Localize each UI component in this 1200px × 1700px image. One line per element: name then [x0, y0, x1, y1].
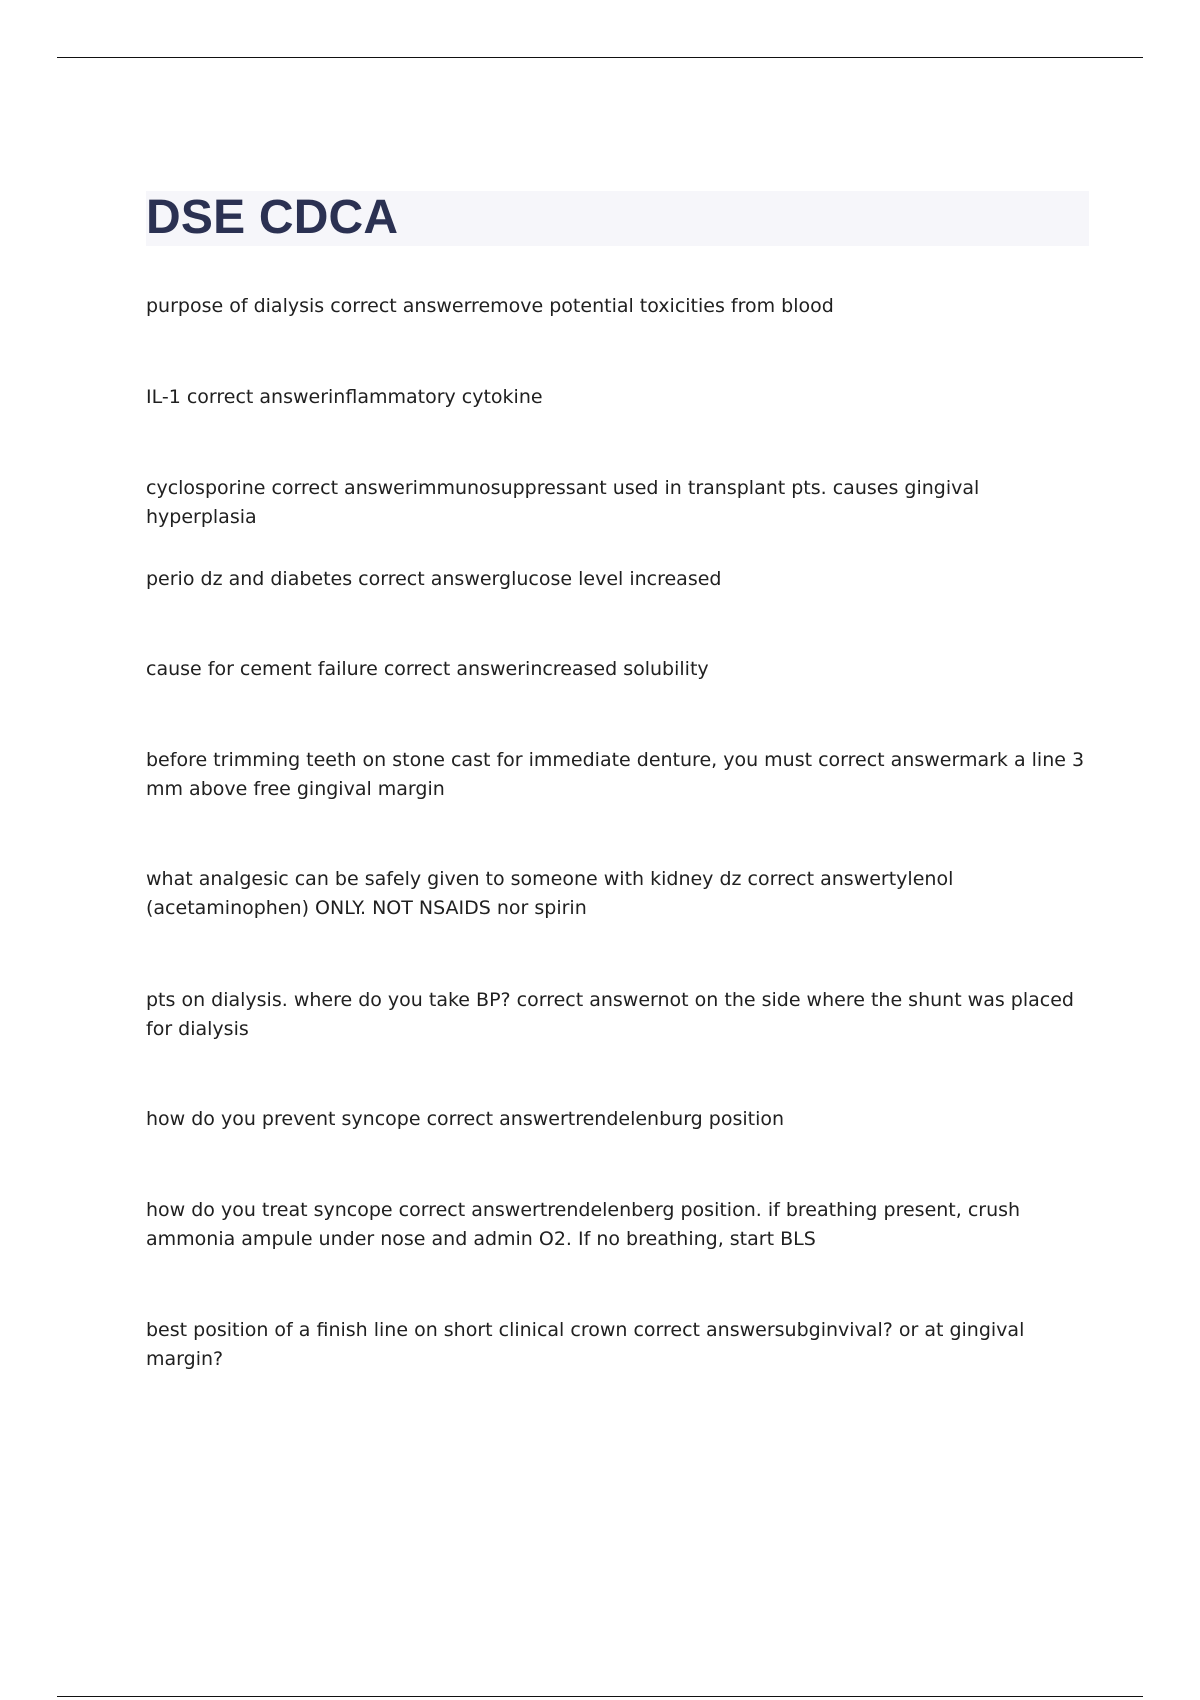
- flashcard-entry: IL-1 correct answerinflammatory cytokine: [146, 386, 543, 408]
- flashcard-entry: how do you treat syncope correct answertrendelenberg position. if breathing present, crush ammonia ampule under nose and admin O2. If no breathing, start BLS: [146, 1199, 1021, 1250]
- flashcard-entry: perio dz and diabetes correct answerglucose level increased: [146, 568, 722, 590]
- flashcard-entry: pts on dialysis. where do you take BP? correct answernot on the side where the shunt was placed for dialysis: [146, 989, 1074, 1040]
- flashcard-entry: before trimming teeth on stone cast for immediate denture, you must correct answermark a line 3 mm above free gingival margin: [146, 749, 1085, 800]
- document-title: DSE CDCA: [146, 191, 399, 244]
- flashcard-entry: purpose of dialysis correct answerremove potential toxicities from blood: [146, 295, 834, 317]
- flashcard-entry: cause for cement failure correct answerincreased solubility: [146, 658, 709, 680]
- flashcard-entry: what analgesic can be safely given to someone with kidney dz correct answertylenol (acetaminophen) ONLY. NOT NSAIDS nor spirin: [146, 868, 954, 919]
- flashcard-entry: cyclosporine correct answerimmunosuppressant used in transplant pts. causes gingival hyperplasia: [146, 477, 980, 528]
- header-rule: [57, 57, 1143, 58]
- footer-rule: [57, 1696, 1143, 1697]
- flashcard-entry: best position of a finish line on short clinical crown correct answersubginvival? or at gingival margin?: [146, 1319, 1025, 1370]
- flashcard-entry: how do you prevent syncope correct answertrendelenburg position: [146, 1108, 785, 1130]
